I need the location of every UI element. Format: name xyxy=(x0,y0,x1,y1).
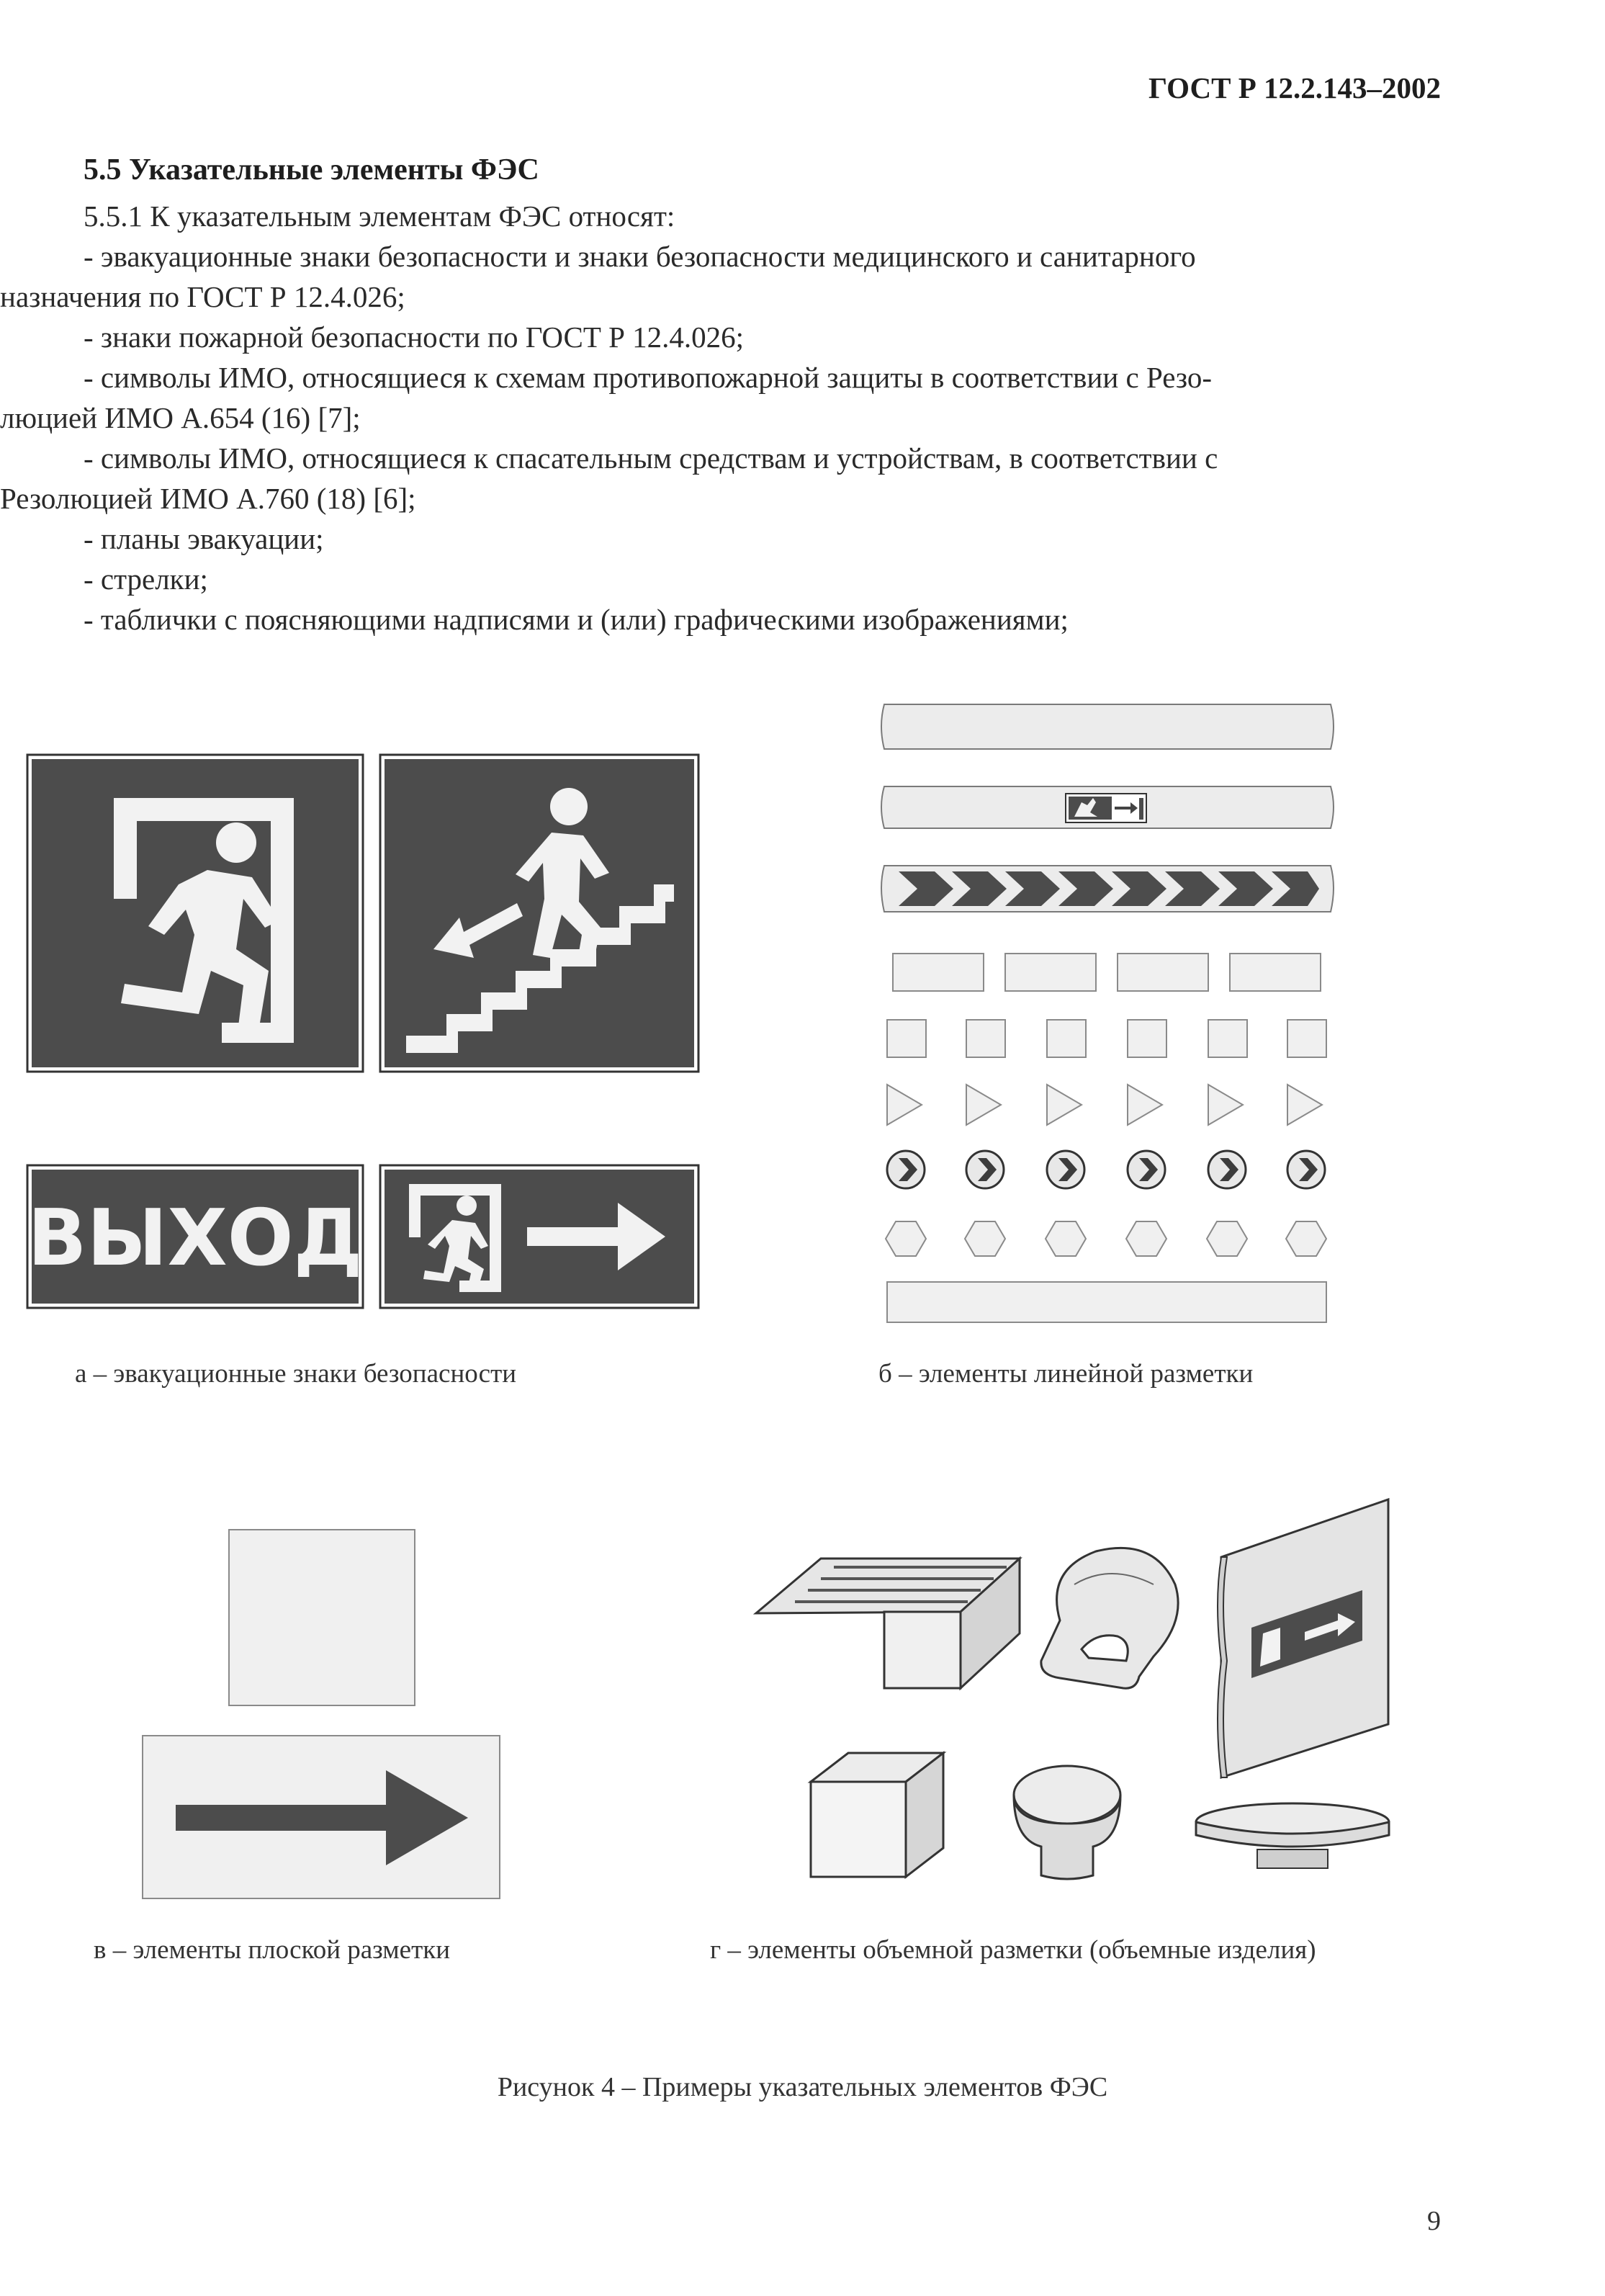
caption-v: в – элементы плоской разметки xyxy=(94,1935,451,1965)
paragraph-continuation: Резолюцией ИМО А.760 (18) [6]; xyxy=(0,482,416,515)
exit-text-sign xyxy=(27,1165,363,1308)
caption-b: б – элементы линейной разметки xyxy=(878,1359,1254,1389)
caption-g: г – элементы объемной разметки (объемные изделия) xyxy=(710,1935,1316,1965)
section-body xyxy=(0,196,1605,640)
paragraph-continuation: назначения по ГОСТ Р 12.4.026; xyxy=(0,280,405,313)
exit-arrow-sign-icon xyxy=(380,1165,698,1308)
stairs-exit-sign-icon xyxy=(380,755,698,1072)
paragraph: - таблички с поясняющими надписями и (или) графическими изображениями; xyxy=(84,603,1069,636)
exit-sign-text: ВЫХОД xyxy=(27,1193,363,1283)
paragraph: 5.5.1 К указательным элементам ФЭС относят: xyxy=(84,199,675,233)
paragraph-continuation: люцией ИМО А.654 (16) [7]; xyxy=(0,401,361,434)
flat-marking-square xyxy=(228,1528,416,1707)
disc-marker xyxy=(1192,1801,1393,1873)
square-marker-3d xyxy=(806,1749,948,1881)
round-stud-marker xyxy=(1010,1760,1125,1883)
paragraph: - эвакуационные знаки безопасности и знаки безопасности медицинского и санитарного xyxy=(84,240,1196,273)
document-code: ГОСТ Р 12.2.143–2002 xyxy=(1148,71,1441,104)
paragraph: - стрелки; xyxy=(84,562,208,596)
paragraph: - знаки пожарной безопасности по ГОСТ Р 12.4.026; xyxy=(84,320,745,354)
page-number: 9 xyxy=(1427,2206,1441,2236)
linear-marking-elements xyxy=(877,697,1339,1331)
paragraph: - символы ИМО, относящиеся к спасательным средствам и устройствам, в соответствии с xyxy=(84,441,1218,475)
figure-title: Рисунок 4 – Примеры указательных элементов ФЭС xyxy=(497,2072,1108,2102)
exit-door-sign-icon xyxy=(27,755,363,1072)
handrail-profile xyxy=(1031,1541,1191,1694)
exit-sign-panel-3d xyxy=(1211,1495,1395,1783)
section-title: 5.5 Указательные элементы ФЭС xyxy=(84,153,539,187)
flat-marking-arrow-icon xyxy=(141,1734,501,1900)
paragraph: - планы эвакуации; xyxy=(84,522,324,555)
stair-nosing-profile xyxy=(752,1554,1024,1691)
caption-a: а – эвакуационные знаки безопасности xyxy=(75,1359,517,1389)
paragraph: - символы ИМО, относящиеся к схемам противопожарной защиты в соответствии с Резо- xyxy=(84,361,1213,394)
